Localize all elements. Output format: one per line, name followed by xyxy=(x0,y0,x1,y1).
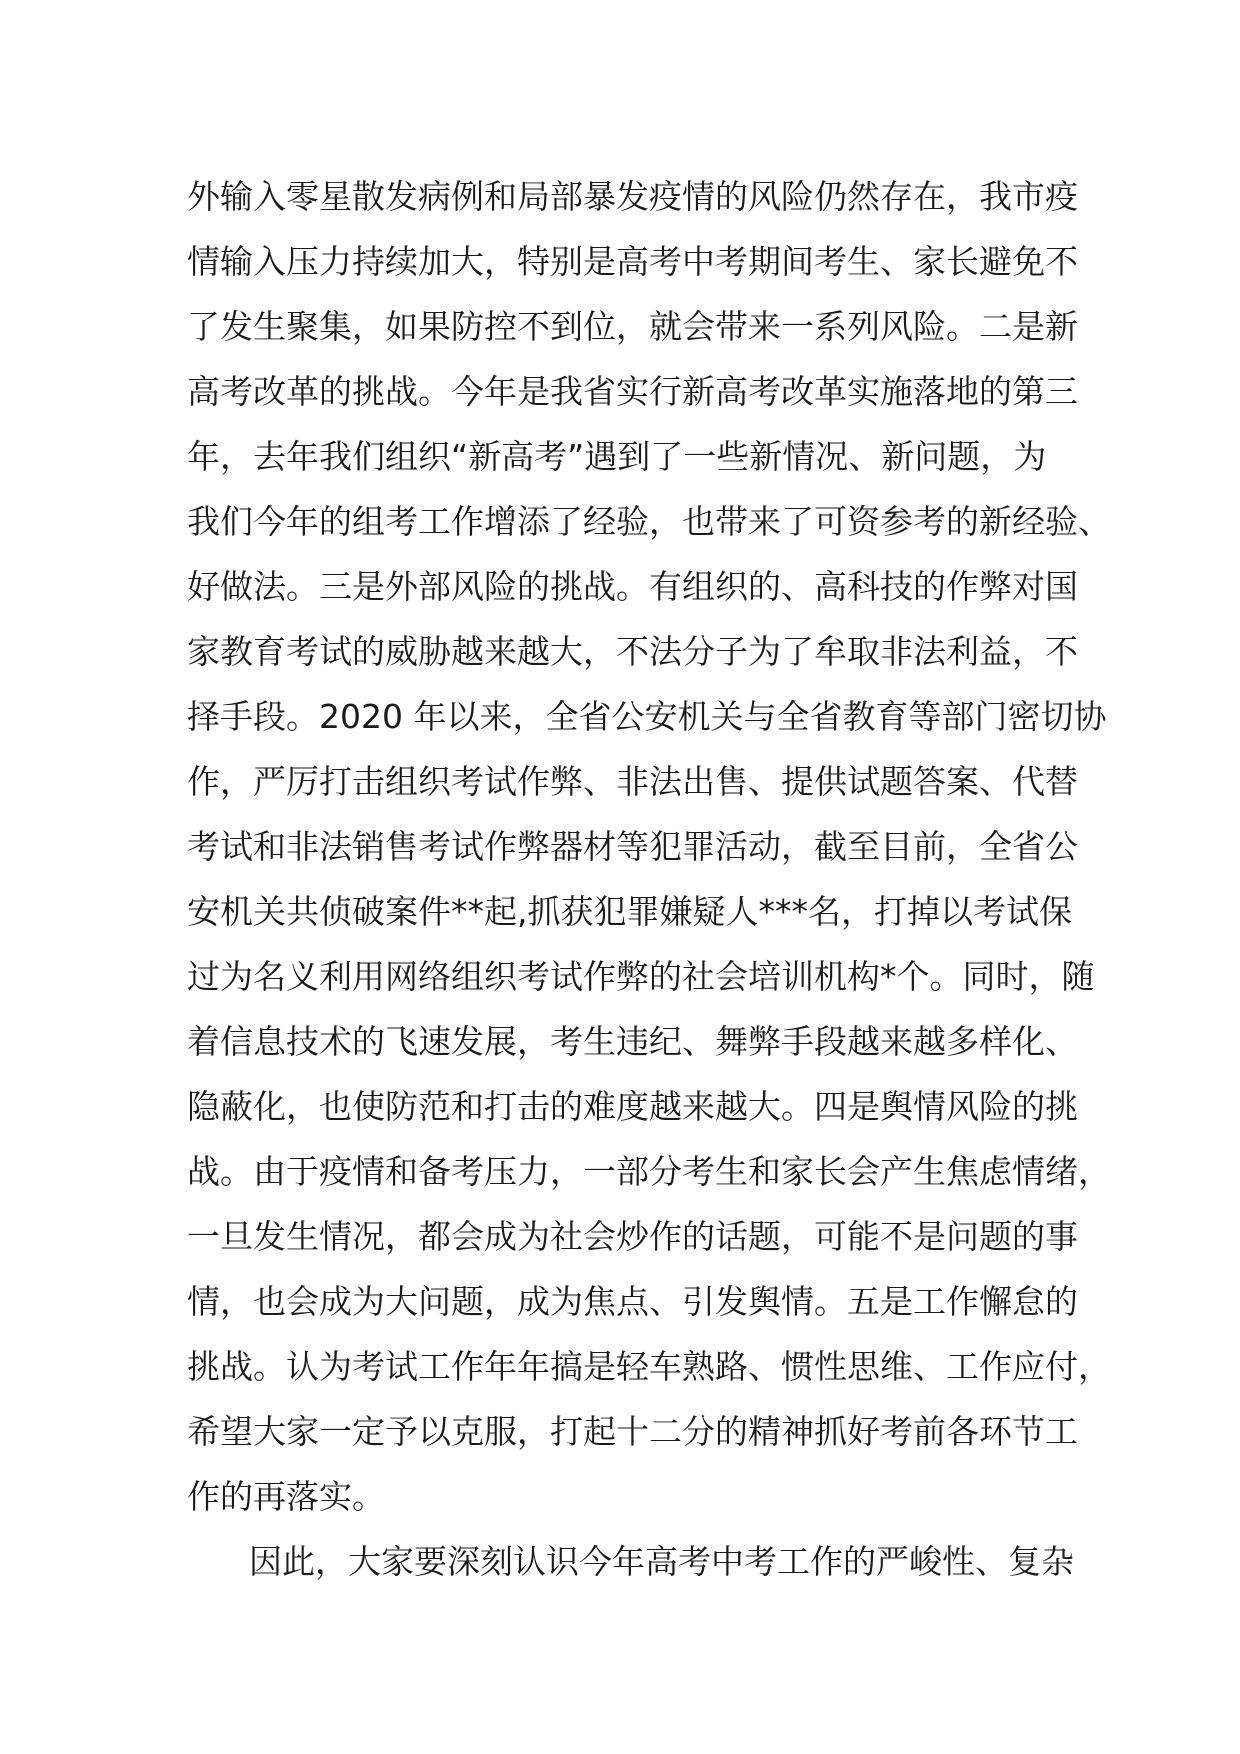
text-line: 了发生聚集，如果防控不到位，就会带来一系列风险。二是新 xyxy=(187,307,1078,346)
text-line: 战。由于疫情和备考压力，一部分考生和家长会产生焦虑情绪， xyxy=(187,1152,1111,1191)
text-line: 挑战。认为考试工作年年搞是轻车熟路、惯性思维、工作应付， xyxy=(187,1347,1111,1386)
text-line: 年，去年我们组织“新高考”遇到了一些新情况、新问题，为 xyxy=(187,437,1047,476)
text-line: 情，也会成为大问题，成为焦点、引发舆情。五是工作懈怠的 xyxy=(187,1282,1078,1321)
text-line: 高考改革的挑战。今年是我省实行新高考改革实施落地的第三 xyxy=(187,372,1078,411)
body-text xyxy=(187,164,1111,1594)
text-line: 隐蔽化，也使防范和打击的难度越来越大。四是舆情风险的挑 xyxy=(187,1087,1078,1126)
text-line: 一旦发生情况，都会成为社会炒作的话题，可能不是问题的事 xyxy=(187,1217,1078,1256)
text-line: 过为名义利用网络组织考试作弊的社会培训机构*个。同时，随 xyxy=(187,957,1095,996)
text-line: 希望大家一定予以克服，打起十二分的精神抓好考前各环节工 xyxy=(187,1412,1078,1451)
text-line: 择手段。2020 年以来，全省公安机关与全省教育等部门密切协 xyxy=(187,697,1107,736)
text-line: 作的再落实。 xyxy=(187,1477,385,1516)
paragraph-start-line: 因此，大家要深刻认识今年高考中考工作的严峻性、复杂 xyxy=(249,1542,1074,1581)
text-line: 着信息技术的飞速发展，考生违纪、舞弊手段越来越多样化、 xyxy=(187,1022,1078,1061)
text-line: 外输入零星散发病例和局部暴发疫情的风险仍然存在，我市疫 xyxy=(187,177,1078,216)
text-line: 安机关共侦破案件**起,抓获犯罪嫌疑人***名，打掉以考试保 xyxy=(187,892,1072,931)
text-line: 情输入压力持续加大，特别是高考中考期间考生、家长避免不 xyxy=(187,242,1078,281)
text-line: 作，严厉打击组织考试作弊、非法出售、提供试题答案、代替 xyxy=(187,762,1078,801)
text-line: 我们今年的组考工作增添了经验，也带来了可资参考的新经验、 xyxy=(187,502,1111,541)
text-line: 好做法。三是外部风险的挑战。有组织的、高科技的作弊对国 xyxy=(187,567,1078,606)
text-line: 家教育考试的威胁越来越大，不法分子为了牟取非法利益，不 xyxy=(187,632,1078,671)
text-line: 考试和非法销售考试作弊器材等犯罪活动，截至目前，全省公 xyxy=(187,827,1078,866)
